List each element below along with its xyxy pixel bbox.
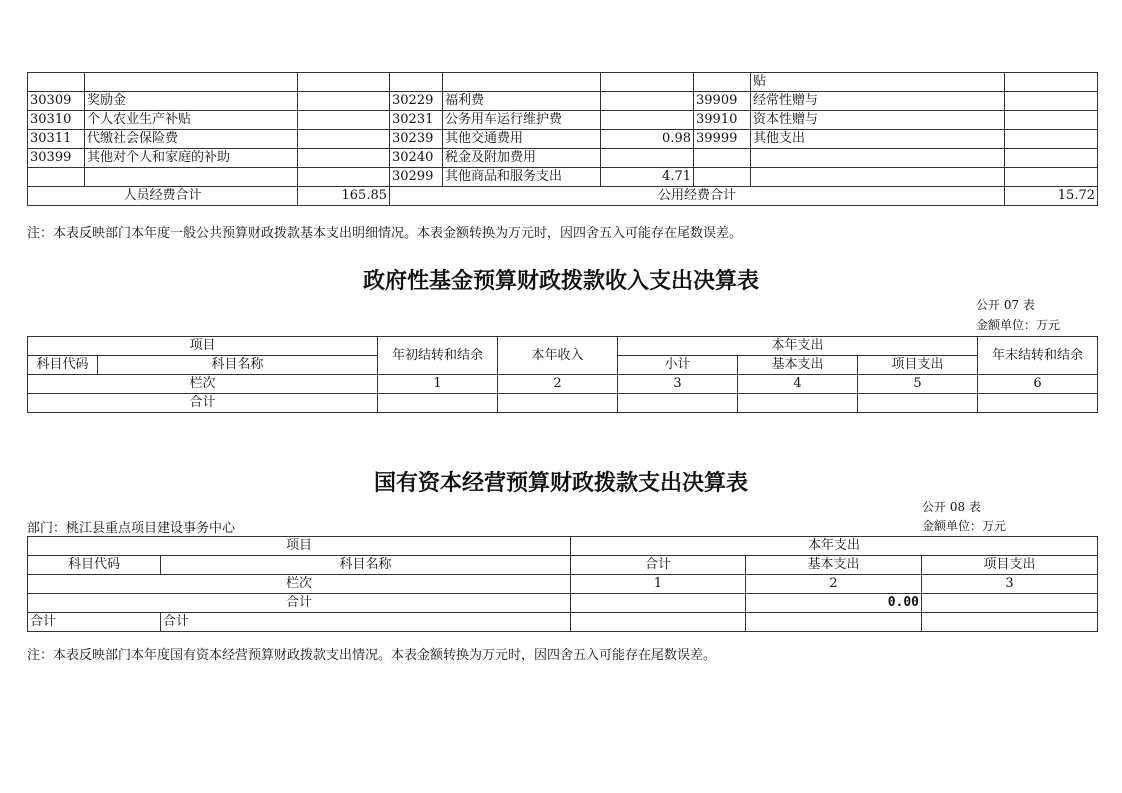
header-name: 科目名称 — [161, 556, 571, 575]
header-name: 科目名称 — [98, 356, 378, 375]
table2-title: 政府性基金预算财政拨款收入支出决算表 — [362, 268, 759, 294]
table-cell: 0.98 — [601, 130, 694, 149]
gov-fund-table — [27, 336, 1098, 413]
table2-unit: 金额单位：万元 — [976, 318, 1061, 332]
header-total: 合计 — [571, 556, 746, 575]
table3-dept: 部门：桃江县重点项目建设事务中心 — [27, 521, 236, 536]
col-index: 5 — [858, 375, 978, 394]
table3-note: 注：本表反映部门本年度国有资本经营预算财政拨款支出情况。本表金额转换为万元时，因四舍五入可能存在尾数误差。 — [27, 648, 717, 663]
col-index-label: 栏次 — [28, 375, 378, 394]
public-total-label: 公用经费合计 — [390, 187, 1005, 206]
header-expense: 本年支出 — [571, 537, 1098, 556]
table-cell: 30399 — [28, 149, 85, 168]
table-cell: 其他对个人和家庭的补助 — [85, 149, 298, 168]
table1-note: 注：本表反映部门本年度一般公共预算财政拨款基本支出明细情况。本表金额转换为万元时，因四舍五入可能存在尾数误差。 — [27, 226, 743, 241]
table-cell — [298, 73, 390, 92]
table-cell: 贴 — [751, 73, 1005, 92]
table-row — [28, 168, 1098, 187]
header-begin-balance: 年初结转和结余 — [378, 337, 498, 375]
table-cell — [694, 168, 751, 187]
table-cell: 30239 — [390, 130, 443, 149]
table-cell: 其他商品和服务支出 — [443, 168, 601, 187]
table-cell: 30309 — [28, 92, 85, 111]
table-cell: 39910 — [694, 111, 751, 130]
row-name: 合计 — [161, 613, 571, 632]
header-expense: 本年支出 — [618, 337, 978, 356]
table-cell — [298, 92, 390, 111]
table-row-total — [28, 594, 1098, 613]
table3-unit: 金额单位：万元 — [922, 519, 1007, 533]
col-index-label: 栏次 — [28, 575, 571, 594]
table-cell: 个人农业生产补贴 — [85, 111, 298, 130]
table-cell — [1005, 73, 1098, 92]
table2-form-no: 公开 07 表 — [976, 298, 1035, 312]
table-row — [28, 130, 1098, 149]
table-cell: 39909 — [694, 92, 751, 111]
table-cell — [298, 130, 390, 149]
table-cell: 公务用车运行维护费 — [443, 111, 601, 130]
table-cell: 其他交通费用 — [443, 130, 601, 149]
table-cell — [601, 111, 694, 130]
table-header-row — [28, 537, 1098, 556]
header-end-balance: 年末结转和结余 — [978, 337, 1098, 375]
col-index: 3 — [618, 375, 738, 394]
table-cell — [298, 149, 390, 168]
header-project: 项目支出 — [858, 356, 978, 375]
row-code: 合计 — [28, 613, 161, 632]
table-row — [28, 111, 1098, 130]
header-item: 项目 — [28, 537, 571, 556]
col-index: 2 — [746, 575, 922, 594]
table-cell — [28, 73, 85, 92]
col-index: 4 — [738, 375, 858, 394]
table-header-row — [28, 337, 1098, 356]
table-cell — [28, 168, 85, 187]
col-index: 1 — [571, 575, 746, 594]
table-row-col-index — [28, 575, 1098, 594]
header-item: 项目 — [28, 337, 378, 356]
header-project: 项目支出 — [922, 556, 1098, 575]
table-row — [28, 149, 1098, 168]
table-cell: 30231 — [390, 111, 443, 130]
table-cell — [694, 73, 751, 92]
table-cell — [751, 168, 1005, 187]
header-code: 科目代码 — [28, 356, 98, 375]
table-row — [28, 73, 1098, 92]
total-label: 合计 — [28, 394, 378, 413]
table-cell: 30229 — [390, 92, 443, 111]
table-row-col-index — [28, 375, 1098, 394]
col-index: 3 — [922, 575, 1098, 594]
total-label: 合计 — [28, 594, 571, 613]
table-cell — [694, 149, 751, 168]
personnel-total-label: 人员经费合计 — [28, 187, 298, 206]
table-cell — [443, 73, 601, 92]
table-cell: 30311 — [28, 130, 85, 149]
header-basic: 基本支出 — [746, 556, 922, 575]
col-index: 2 — [498, 375, 618, 394]
col-index: 6 — [978, 375, 1098, 394]
table-cell: 代缴社会保险费 — [85, 130, 298, 149]
table-cell — [1005, 111, 1098, 130]
table-cell — [601, 92, 694, 111]
table-cell: 奖励金 — [85, 92, 298, 111]
table-cell — [1005, 130, 1098, 149]
table-cell — [85, 168, 298, 187]
table-cell: 福利费 — [443, 92, 601, 111]
table3-form-no: 公开 08 表 — [922, 500, 981, 514]
header-subtotal: 小计 — [618, 356, 738, 375]
col-index: 1 — [378, 375, 498, 394]
table-cell — [1005, 149, 1098, 168]
table-cell — [390, 73, 443, 92]
table-cell: 经常性赠与 — [751, 92, 1005, 111]
table-cell: 39999 — [694, 130, 751, 149]
public-total-value: 15.72 — [1005, 187, 1098, 206]
header-code: 科目代码 — [28, 556, 161, 575]
state-capital-table — [27, 536, 1098, 632]
table-cell: 30240 — [390, 149, 443, 168]
table-header-row — [28, 556, 1098, 575]
table-cell: 资本性赠与 — [751, 111, 1005, 130]
table-cell — [85, 73, 298, 92]
header-income: 本年收入 — [498, 337, 618, 375]
header-basic: 基本支出 — [738, 356, 858, 375]
table-row-total — [28, 394, 1098, 413]
table-cell: 其他支出 — [751, 130, 1005, 149]
table-row-totals — [28, 187, 1098, 206]
table-cell — [298, 111, 390, 130]
table-row — [28, 92, 1098, 111]
table-cell — [298, 168, 390, 187]
table-row — [28, 613, 1098, 632]
table-cell — [601, 73, 694, 92]
table-cell — [751, 149, 1005, 168]
table-cell — [601, 149, 694, 168]
table-cell: 30299 — [390, 168, 443, 187]
basic-expense-detail-table — [27, 72, 1098, 206]
total-basic-value: 0.00 — [746, 594, 922, 613]
table3-title: 国有资本经营预算财政拨款支出决算表 — [373, 470, 748, 496]
table-cell: 4.71 — [601, 168, 694, 187]
personnel-total-value: 165.85 — [298, 187, 390, 206]
table-cell: 税金及附加费用 — [443, 149, 601, 168]
table-cell — [1005, 92, 1098, 111]
table-cell: 30310 — [28, 111, 85, 130]
table-cell — [1005, 168, 1098, 187]
